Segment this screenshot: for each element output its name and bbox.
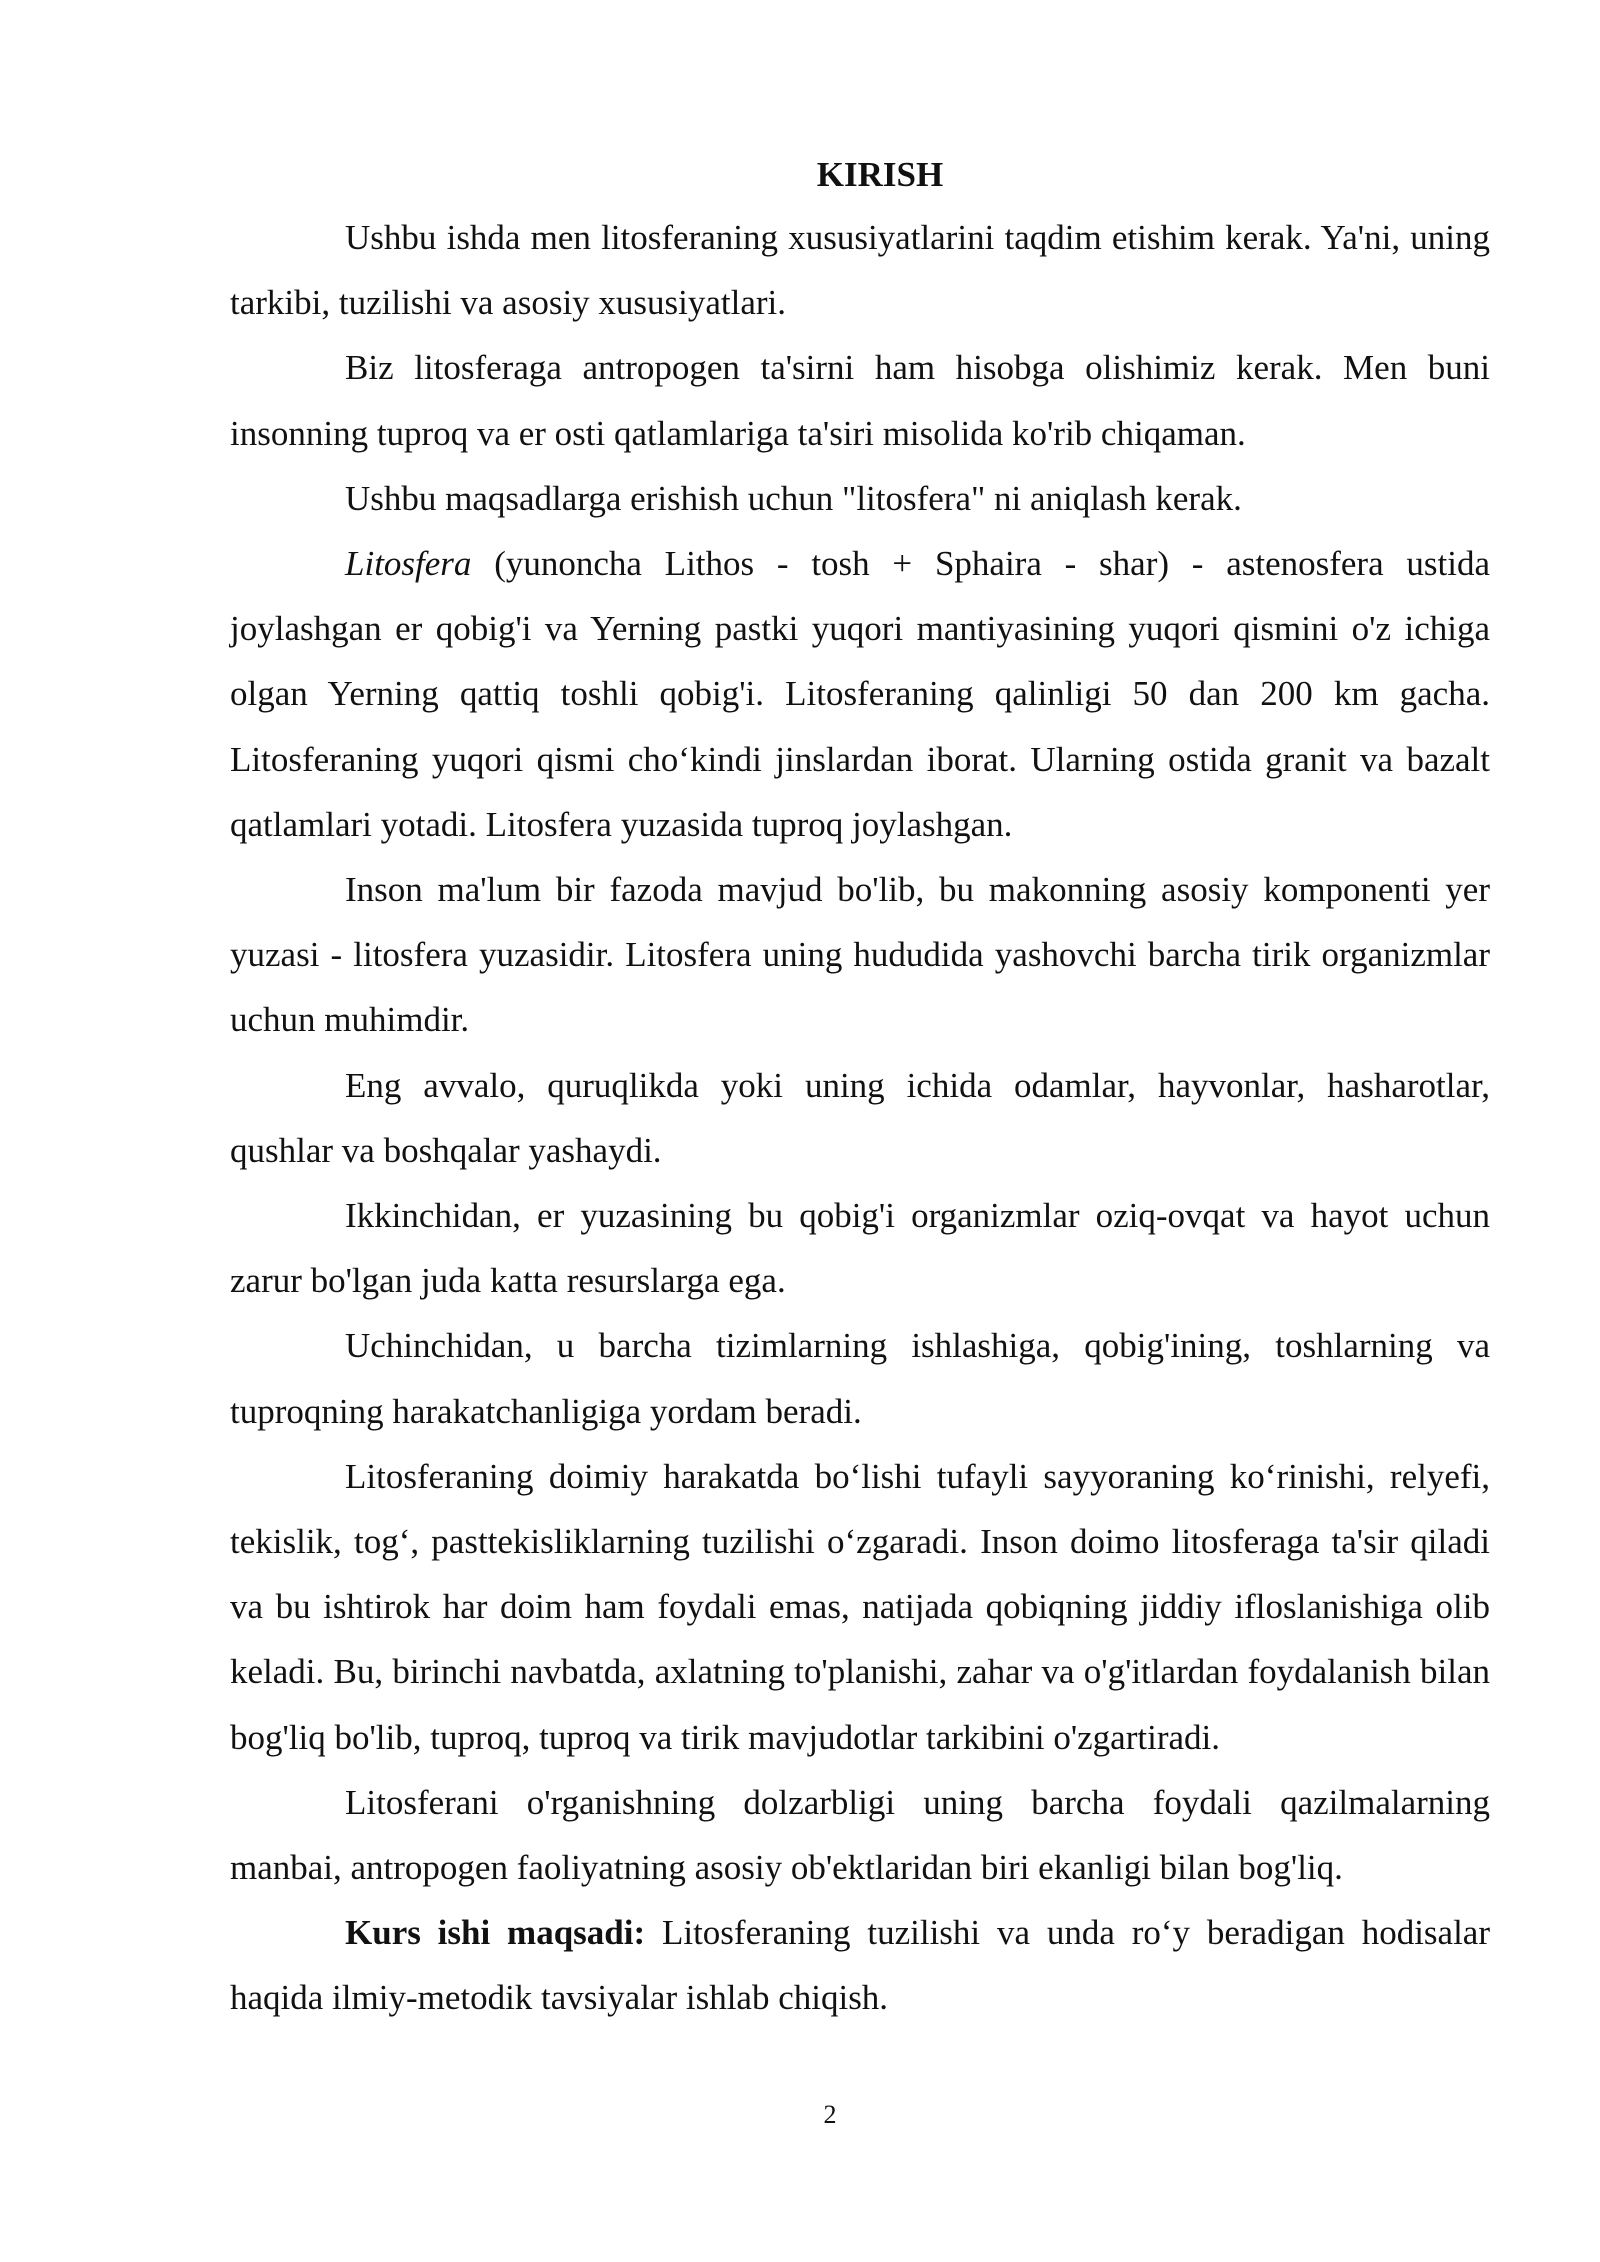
paragraph-9 [230, 1444, 1490, 1770]
paragraph-text: Ikkinchidan, er yuzasining bu qobig'i organizmlar oziq-ovqat va hayot uchun zarur bo'lgan juda katta resurslarga ega. [230, 1196, 1490, 1301]
italic-term: Litosfera [345, 544, 472, 584]
paragraph-text: Ushbu ishda men litosferaning xususiyatlarini taqdim etishim kerak. Ya'ni, uning tarkibi, tuzilishi va asosiy xususiyatlari. [230, 218, 1490, 323]
bold-lead: Kurs ishi maqsadi: [345, 1913, 646, 1953]
paragraph-1 [230, 205, 1490, 335]
paragraph-11 [230, 1900, 1490, 2030]
paragraph-text: Uchinchidan, u barcha tizimlarning ishlashiga, qobig'ining, toshlarning va tuproqning harakatchanligiga yordam beradi. [230, 1326, 1490, 1431]
page-title: KIRISH [816, 155, 944, 194]
paragraph-10 [230, 1770, 1490, 1900]
paragraph-4 [230, 531, 1490, 857]
paragraph-text: Biz litosferaga antropogen ta'sirni ham hisobga olishimiz kerak. Men buni insonning tuproq va er osti qatlamlariga ta'siri misolida ko'rib chiqaman. [230, 348, 1490, 453]
paragraph-text: Litosferani o'rganishning dolzarbligi uning barcha foydali qazilmalarning manbai, antropogen faoliyatning asosiy ob'ektlaridan biri ekanligi bilan bog'liq. [230, 1782, 1490, 1888]
paragraph-3 [230, 466, 1490, 531]
paragraph-text: Inson ma'lum bir fazoda mavjud bo'lib, bu makonning asosiy komponenti yer yuzasi - litosfera yuzasidir. Litosfera uning hududida yashovchi barcha tirik organizmlar uchun muhimdir. [230, 870, 1490, 1040]
page-number: 2 [823, 2100, 837, 2129]
paragraph-text: Litosferaning doimiy harakatda bo‘lishi tufayli sayyoraning ko‘rinishi, relyefi, tekislik, tog‘, pasttekisliklarning tuzilishi o‘zgaradi. Inson doimo litosferaga ta'sir qiladi va bu ishtirok har doim ham foydali emas, natijada qobiqning jiddiy ifloslanishiga olib keladi. Bu, birinchi navbatda, axlatning to'planishi, zahar va o'g'itlardan foydalanish bilan bog'liq bo'lib, tuproq, tuproq va tirik mavjudotlar tarkibini o'zgartiradi. [230, 1456, 1490, 1757]
paragraph-text: Litosferaning tuzilishi va unda ro‘y beradigan hodisalar haqida ilmiy-metodik tavsiyalar ishlab chiqish. [230, 1913, 1490, 2018]
paragraph-8 [230, 1313, 1490, 1443]
document-page [230, 150, 1490, 2031]
paragraph-text: Ushbu maqsadlarga erishish uchun "litosfera" ni aniqlash kerak. [345, 478, 1242, 518]
paragraph-6 [230, 1053, 1490, 1183]
paragraph-2 [230, 335, 1490, 465]
paragraph-5 [230, 857, 1490, 1053]
paragraph-text: (yunoncha Lithos - tosh + Sphaira - shar) - astenosfera ustida joylashgan er qobig'i va Yerning pastki yuqori mantiyasining yuqori qismini o'z ichiga olgan Yerning qattiq toshli qobig'i. Litosferaning qalinligi 50 dan 200 km gacha. Litosferaning yuqori qismi cho‘kindi jinslardan iborat. Ularning ostida granit va bazalt qatlamlari yotadi. Litosfera yuzasida tuproq joylashgan. [230, 544, 1490, 844]
paragraph-7 [230, 1183, 1490, 1313]
paragraph-text: Eng avvalo, quruqlikda yoki uning ichida odamlar, hayvonlar, hasharotlar, qushlar va boshqalar yashaydi. [230, 1065, 1490, 1170]
